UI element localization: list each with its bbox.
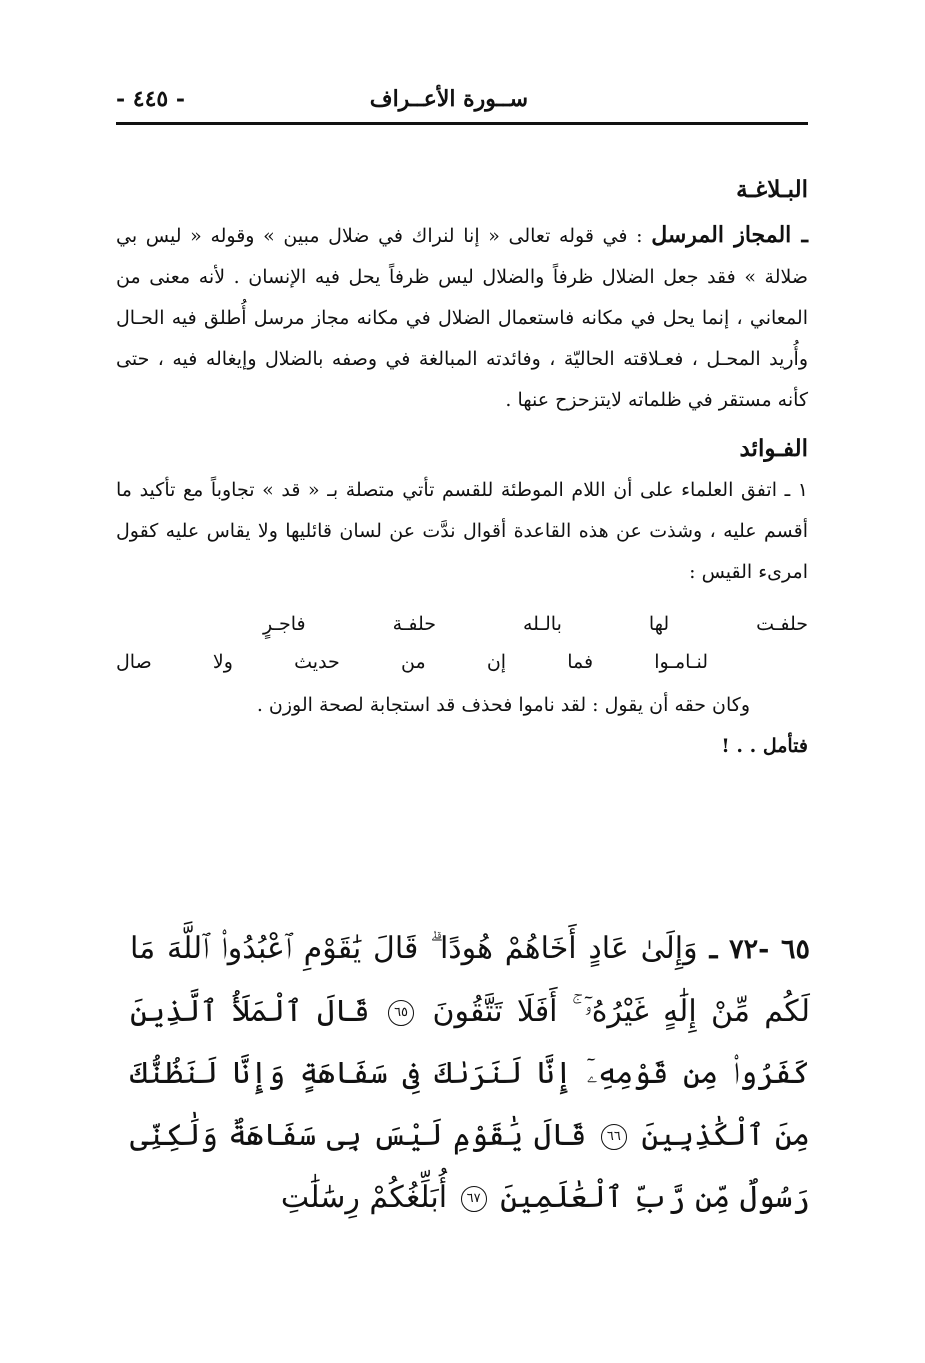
ayah-number-marker: ٦٥ xyxy=(388,1000,414,1026)
verse-word: صال xyxy=(116,651,152,673)
quran-verses xyxy=(130,918,810,1229)
verse-word: بالـله xyxy=(522,613,562,635)
verse-word: إن xyxy=(486,651,507,673)
verse-word: ولا xyxy=(212,651,233,673)
verse-word: حديث xyxy=(294,651,340,673)
verse-word: حلفـة xyxy=(392,613,436,635)
verse-word: فاجـرٍ xyxy=(262,613,306,635)
ayah-number-marker: ٦٧ xyxy=(461,1186,487,1212)
heading-fawaid: الفـوائد xyxy=(739,435,808,462)
verse-word: لنـامـوا xyxy=(654,651,708,673)
verse-reference: ٦٥ -٧٢ ـ xyxy=(709,934,810,965)
main-content xyxy=(116,160,808,767)
term-majaz-mursal: ـ المجاز المرسل xyxy=(651,222,808,248)
verse-word: حلفـت xyxy=(756,613,808,635)
balagha-text: : في قوله تعالى « إنا لنراك في ضلال مبين » وقوله « ليس بي ضلالة » فقد جعل الضلال ظرفاً والضلال ليس ظرفاً يحل فيه الإنسان . لأنه معنى من المعاني ، إنما يحل في مكانه فاستعمال الضلال في مكانه مجاز مرسل أُطلق فيه الحـال وأُريد المحـل ، فعـلاقته الحاليّة ، وفائدته المبالغة في وصفه بالضلال وإيغاله فيه ، حتى كأنه مستقر في ظلماته لايتزحزح عنها . xyxy=(116,225,808,411)
page-header xyxy=(116,80,808,120)
balagha-paragraph xyxy=(116,215,808,421)
fawaid-paragraph-1: ١ ـ اتفق العلماء على أن اللام الموطئة للقسم تأتي متصلة بـ « قد » تجاوباً مع تأكيد ما أقسم عليه ، وشذت عن هذه القاعدة أقوال ندَّت عن لسان قائليها ولا يقاس عليه كقول امرىء القيس : xyxy=(116,479,808,583)
page-number: - ٤٤٥ - xyxy=(116,86,186,112)
verse-word: من xyxy=(400,651,426,673)
quran-text-4: أُبَلِّغُكُمْ رِسَٰلَٰتِ xyxy=(280,1180,448,1215)
surah-title: ســورة الأعــراف xyxy=(369,86,528,112)
header-rule xyxy=(116,122,808,125)
fawaid-paragraph-3: فتأمل . . ! xyxy=(721,735,808,757)
ayah-number-marker: ٦٦ xyxy=(601,1124,627,1150)
verse-word: لها xyxy=(648,613,670,635)
poetry-verse xyxy=(116,605,808,681)
verse-line-2 xyxy=(116,643,808,681)
quran-text-1: وَإِلَىٰ عَادٍ أَخَاهُمْ هُودًا ۗ قَالَ يَٰقَوْمِ ٱعْبُدُوا۟ ٱللَّهَ مَا لَكُم مِّنْ إِلَٰهٍ غَيْرُهُۥٓ ۚ أَفَلَا تَتَّقُونَ xyxy=(130,931,810,1029)
quran-text-3: قَالَ يَٰقَوْمِ لَيْسَ بِى سَفَاهَةٌ وَلَٰكِنِّى رَسُولٌ مِّن رَّبِّ ٱلْعَٰلَمِينَ xyxy=(130,1118,810,1215)
quran-text-2: قَالَ ٱلْمَلَأُ ٱلَّذِينَ كَفَرُوا۟ مِن قَوْمِهِۦٓ إِنَّا لَنَرَىٰكَ فِى سَفَاهَةٍ وَإِنَّا لَنَظُنُّكَ مِنَ ٱلْكَٰذِبِينَ xyxy=(130,994,810,1153)
verse-word: فما xyxy=(567,651,594,673)
heading-balagha: البـلاغـة xyxy=(736,176,808,203)
fawaid-paragraph-2: وكان حقه أن يقول : لقد ناموا فحذف قد استجابة لصحة الوزن . xyxy=(256,694,750,716)
verse-line-1 xyxy=(116,605,808,643)
